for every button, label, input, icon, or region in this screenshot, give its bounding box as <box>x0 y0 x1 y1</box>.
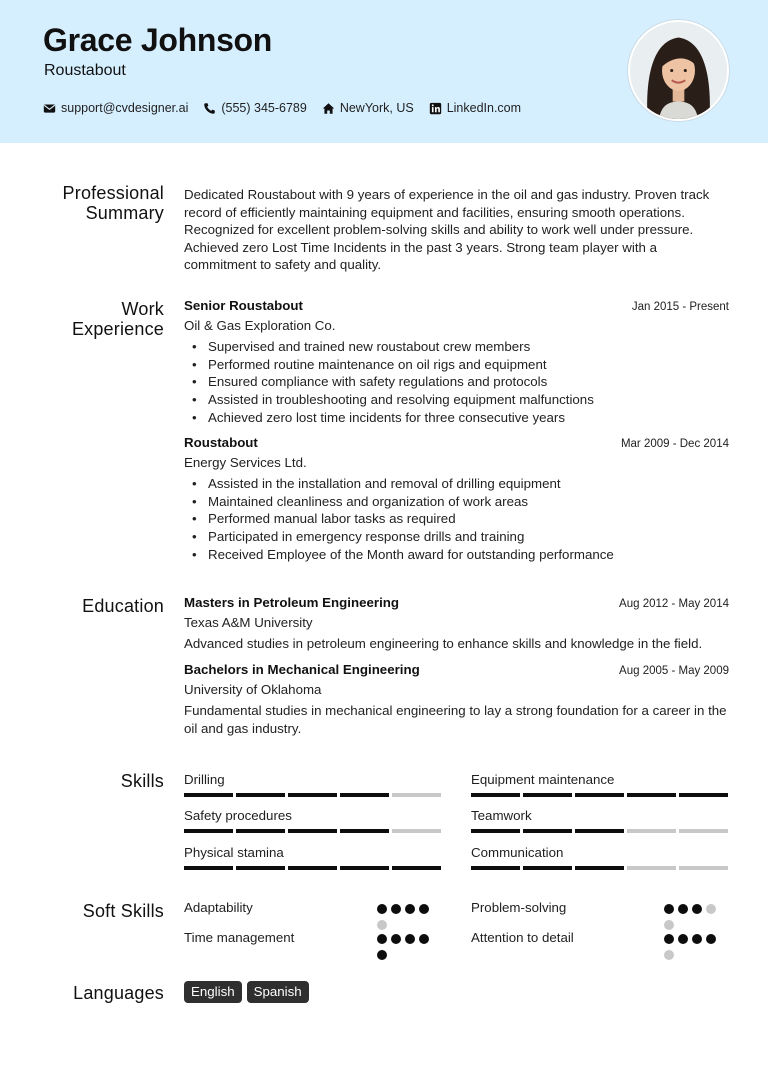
skill-segment-filled <box>575 829 624 833</box>
language-list <box>184 981 309 1003</box>
skill-item <box>471 771 728 797</box>
summary-text: Dedicated Roustabout with 9 years of experience in the oil and gas industry. Proven track record of efficiently maintaining equipment and facilities, ensuring smooth operations. Recognized for excellent problem-solving skills and ability to work well under pressure. Achieved zero Lost Time Incidents in the past 3 years. Strong team player with a commitment to safety and quality. <box>184 187 710 272</box>
section-title-summary: Professional Summary <box>62 183 164 223</box>
section-title-languages: Languages <box>73 983 164 1003</box>
degree-date: Aug 2005 - May 2009 <box>619 665 729 677</box>
skill-segment-filled <box>236 829 285 833</box>
soft-skill-label: Time management <box>184 930 295 945</box>
rating-dot-empty <box>377 920 387 930</box>
skill-segment-filled <box>471 866 520 870</box>
rating-dot-filled <box>391 904 401 914</box>
list-item: • Assisted in the installation and removal of drilling equipment <box>184 475 729 493</box>
experience-entry <box>184 297 729 427</box>
skill-segment-filled <box>288 866 337 870</box>
soft-skill-label: Adaptability <box>184 900 253 915</box>
job-company: Oil & Gas Exploration Co. <box>184 317 336 333</box>
soft-skill-label: Attention to detail <box>471 930 574 945</box>
rating-dot-filled <box>405 934 415 944</box>
skill-segment-empty <box>679 866 728 870</box>
rating-dot-filled <box>692 904 702 914</box>
list-item: • Ensured compliance with safety regulations and protocols <box>184 373 729 391</box>
profile-photo <box>630 22 727 119</box>
contact-bar <box>43 101 521 115</box>
skill-item <box>184 844 441 870</box>
skill-level-bar <box>471 829 728 833</box>
skill-level-bar <box>184 793 441 797</box>
skill-item <box>471 807 728 833</box>
degree-description: Fundamental studies in mechanical engineering to lay a strong foundation for a career in the oil and gas industry. <box>184 703 727 736</box>
section-title-skills: Skills <box>120 771 164 791</box>
section-title-experience: Work Experience <box>71 299 164 339</box>
rating-dot-filled <box>692 934 702 944</box>
candidate-role: Roustabout <box>44 62 126 79</box>
degree-date: Aug 2012 - May 2014 <box>619 598 729 610</box>
list-item: • Assisted in troubleshooting and resolving equipment malfunctions <box>184 391 729 409</box>
skill-segment-filled <box>184 866 233 870</box>
skill-level-bar <box>184 866 441 870</box>
skill-segment-filled <box>340 793 389 797</box>
job-title: Senior Roustabout <box>184 298 303 313</box>
skill-segment-filled <box>392 866 441 870</box>
job-date: Jan 2015 - Present <box>631 301 729 313</box>
skill-segment-empty <box>627 829 676 833</box>
skill-level-bar <box>184 829 441 833</box>
location-text: NewYork, US <box>339 101 414 115</box>
contact-location <box>322 101 414 115</box>
skill-item <box>184 807 441 833</box>
skill-segment-filled <box>471 829 520 833</box>
list-item: • Received Employee of the Month award for outstanding performance <box>184 546 729 564</box>
skill-segment-filled <box>679 793 728 797</box>
job-bullets <box>184 475 729 564</box>
skill-segment-filled <box>184 793 233 797</box>
job-company: Energy Services Ltd. <box>184 454 307 470</box>
list-item: • Achieved zero lost time incidents for three consecutive years <box>184 409 729 427</box>
list-item: • Maintained cleanliness and organization of work areas <box>184 493 729 511</box>
rating-dot-filled <box>419 904 429 914</box>
skill-segment-filled <box>523 793 572 797</box>
experience-entry <box>184 434 729 564</box>
education-entry <box>184 661 729 737</box>
skill-segment-filled <box>288 793 337 797</box>
degree-title: Bachelors in Mechanical Engineering <box>184 662 420 677</box>
skill-label: Communication <box>471 845 564 860</box>
skill-segment-filled <box>523 829 572 833</box>
skill-segment-filled <box>627 793 676 797</box>
soft-skill-rating <box>664 904 724 930</box>
skill-level-bar <box>471 793 728 797</box>
skill-segment-empty <box>392 793 441 797</box>
email-text: support@cvdesigner.ai <box>61 101 189 115</box>
soft-skill-label: Problem-solving <box>471 900 567 915</box>
language-badge: English <box>184 981 242 1003</box>
list-item: • Performed manual labor tasks as required <box>184 510 729 528</box>
skill-label: Teamwork <box>471 808 532 823</box>
contact-linkedin[interactable] <box>429 101 521 115</box>
skill-segment-empty <box>679 829 728 833</box>
list-item: • Supervised and trained new roustabout crew members <box>184 338 729 356</box>
rating-dot-filled <box>419 934 429 944</box>
skill-label: Drilling <box>184 772 225 787</box>
skill-segment-filled <box>236 866 285 870</box>
skill-item <box>184 771 441 797</box>
list-item: • Participated in emergency response drills and training <box>184 528 729 546</box>
skill-segment-filled <box>340 866 389 870</box>
skill-label: Physical stamina <box>184 845 284 860</box>
soft-skill-rating <box>377 904 437 930</box>
skill-segment-filled <box>575 866 624 870</box>
soft-skill-rating <box>664 934 724 960</box>
skill-segment-filled <box>288 829 337 833</box>
degree-description: Advanced studies in petroleum engineering to enhance skills and knowledge in the field. <box>184 636 703 651</box>
skill-segment-filled <box>236 793 285 797</box>
skill-segment-filled <box>523 866 572 870</box>
section-title-education: Education <box>82 596 164 616</box>
contact-email[interactable] <box>43 101 188 115</box>
envelope-icon <box>43 102 56 115</box>
rating-dot-filled <box>377 934 387 944</box>
home-icon <box>322 102 335 115</box>
skill-segment-filled <box>340 829 389 833</box>
job-date: Mar 2009 - Dec 2014 <box>620 438 729 450</box>
rating-dot-filled <box>678 934 688 944</box>
rating-dot-empty <box>664 920 674 930</box>
skill-segment-filled <box>184 829 233 833</box>
rating-dot-filled <box>706 934 716 944</box>
rating-dot-empty <box>664 950 674 960</box>
contact-phone[interactable] <box>203 101 306 115</box>
rating-dot-filled <box>678 904 688 914</box>
resume-header <box>0 0 768 143</box>
skill-level-bar <box>471 866 728 870</box>
rating-dot-filled <box>405 904 415 914</box>
skill-label: Equipment maintenance <box>471 772 615 787</box>
rating-dot-filled <box>377 950 387 960</box>
rating-dot-filled <box>664 934 674 944</box>
skill-segment-filled <box>575 793 624 797</box>
skill-item <box>471 844 728 870</box>
school-name: University of Oklahoma <box>184 681 322 697</box>
school-name: Texas A&M University <box>184 614 313 630</box>
list-item: • Performed routine maintenance on oil rigs and equipment <box>184 356 729 374</box>
soft-skill-rating <box>377 934 437 960</box>
skill-segment-empty <box>392 829 441 833</box>
degree-title: Masters in Petroleum Engineering <box>184 595 400 610</box>
job-bullets <box>184 338 729 427</box>
skill-label: Safety procedures <box>184 808 292 823</box>
candidate-name: Grace Johnson <box>43 22 273 58</box>
skill-segment-filled <box>471 793 520 797</box>
education-entry <box>184 594 729 653</box>
phone-icon <box>203 102 216 115</box>
rating-dot-filled <box>664 904 674 914</box>
rating-dot-filled <box>391 934 401 944</box>
phone-text: (555) 345-6789 <box>221 101 307 115</box>
section-title-soft-skills: Soft Skills <box>82 901 164 921</box>
language-badge: Spanish <box>247 981 309 1003</box>
rating-dot-filled <box>377 904 387 914</box>
job-title: Roustabout <box>184 435 258 450</box>
linkedin-icon <box>429 102 442 115</box>
avatar <box>628 20 729 121</box>
skill-segment-empty <box>627 866 676 870</box>
rating-dot-empty <box>706 904 716 914</box>
linkedin-text: LinkedIn.com <box>446 101 522 115</box>
